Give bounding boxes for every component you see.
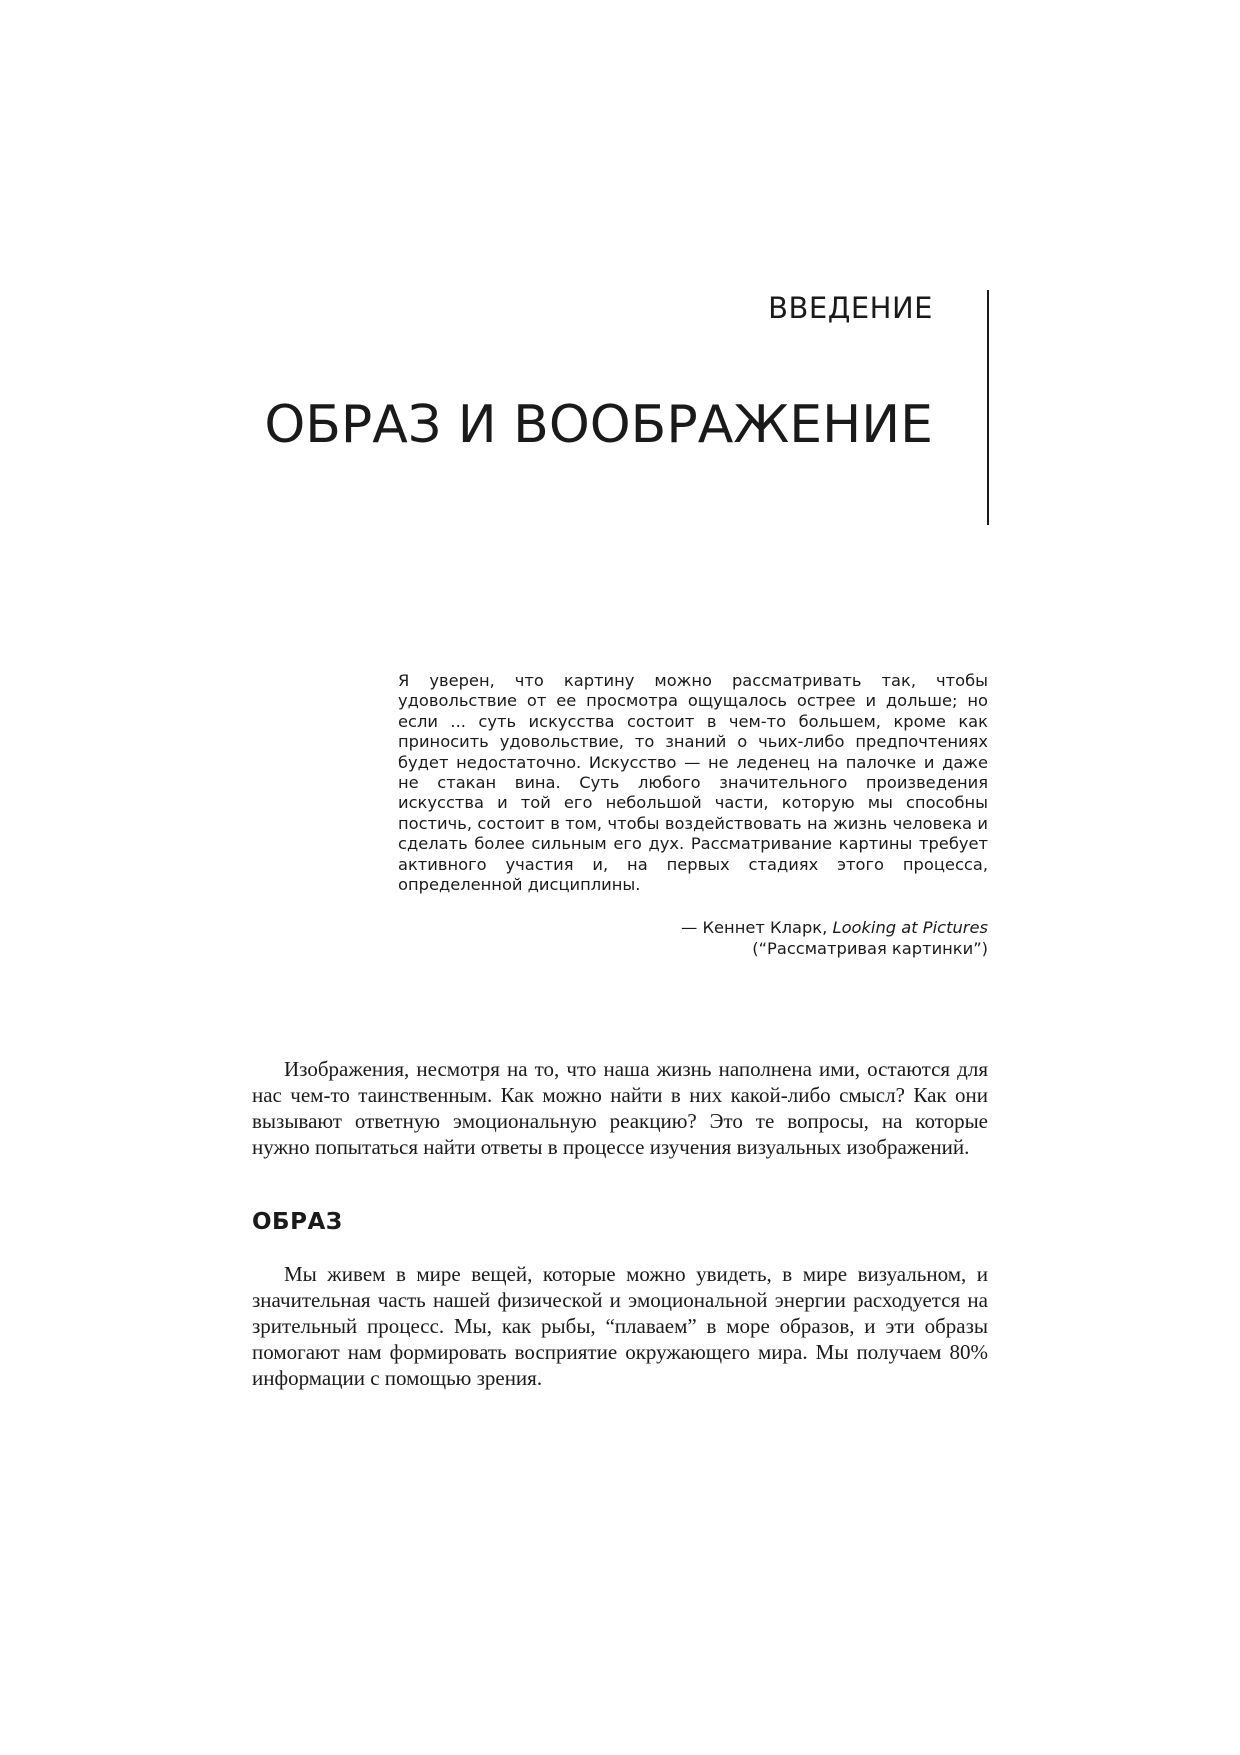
attribution-author: — Кеннет Кларк, bbox=[681, 918, 828, 938]
attribution-work: Looking at Pictures bbox=[832, 918, 988, 938]
chapter-title: ОБРАЗ И ВООБРАЖЕНИЕ bbox=[264, 395, 933, 455]
section-heading: ОБРАЗ bbox=[252, 1209, 343, 1235]
intro-section bbox=[252, 1056, 988, 1160]
epigraph-attribution bbox=[398, 917, 988, 959]
chapter-kicker: ВВЕДЕНИЕ bbox=[768, 291, 933, 325]
attribution-translation: (“Рассматривая картинки”) bbox=[752, 939, 988, 959]
chapter-vertical-rule bbox=[987, 290, 989, 525]
section-body bbox=[252, 1261, 988, 1391]
epigraph-text: Я уверен, что картину можно рассматривать так, чтобы удовольствие от ее просмотра ощущалось острее и дольше; но если ... суть искусства состоит в чем-то большем, кроме как приносить удовольствие, то знаний о чьих-либо предпочтениях будет недостаточно. Искусство — не леденец на палочке и даже не стакан вина. Суть любого значительного произведения искусства и той его небольшой части, которую мы способны постичь, состоит в том, чтобы воздействовать на жизнь человека и сделать более сильным его дух. Рассматривание картины требует активного участия и, на первых стадиях этого процесса, определенной дисциплины. bbox=[398, 671, 988, 895]
epigraph bbox=[398, 671, 988, 959]
section-paragraph: Мы живем в мире вещей, которые можно увидеть, в мире визуальном, и значительная часть нашей физической и эмоциональной энергии расходуется на зрительный процесс. Мы, как рыбы, “плаваем” в море образов, и эти образы помогают нам формировать восприятие окружающего мира. Мы получаем 80% информации с помощью зрения. bbox=[252, 1262, 988, 1390]
attribution-line bbox=[398, 917, 988, 938]
intro-paragraph: Изображения, несмотря на то, что наша жизнь наполнена ими, остаются для нас чем-то таинственным. Как можно найти в них какой-либо смысл? Как они вызывают ответную эмоциональную реакцию? Это те вопросы, на которые нужно попытаться найти ответы в процессе изучения визуальных изображений. bbox=[252, 1057, 988, 1159]
